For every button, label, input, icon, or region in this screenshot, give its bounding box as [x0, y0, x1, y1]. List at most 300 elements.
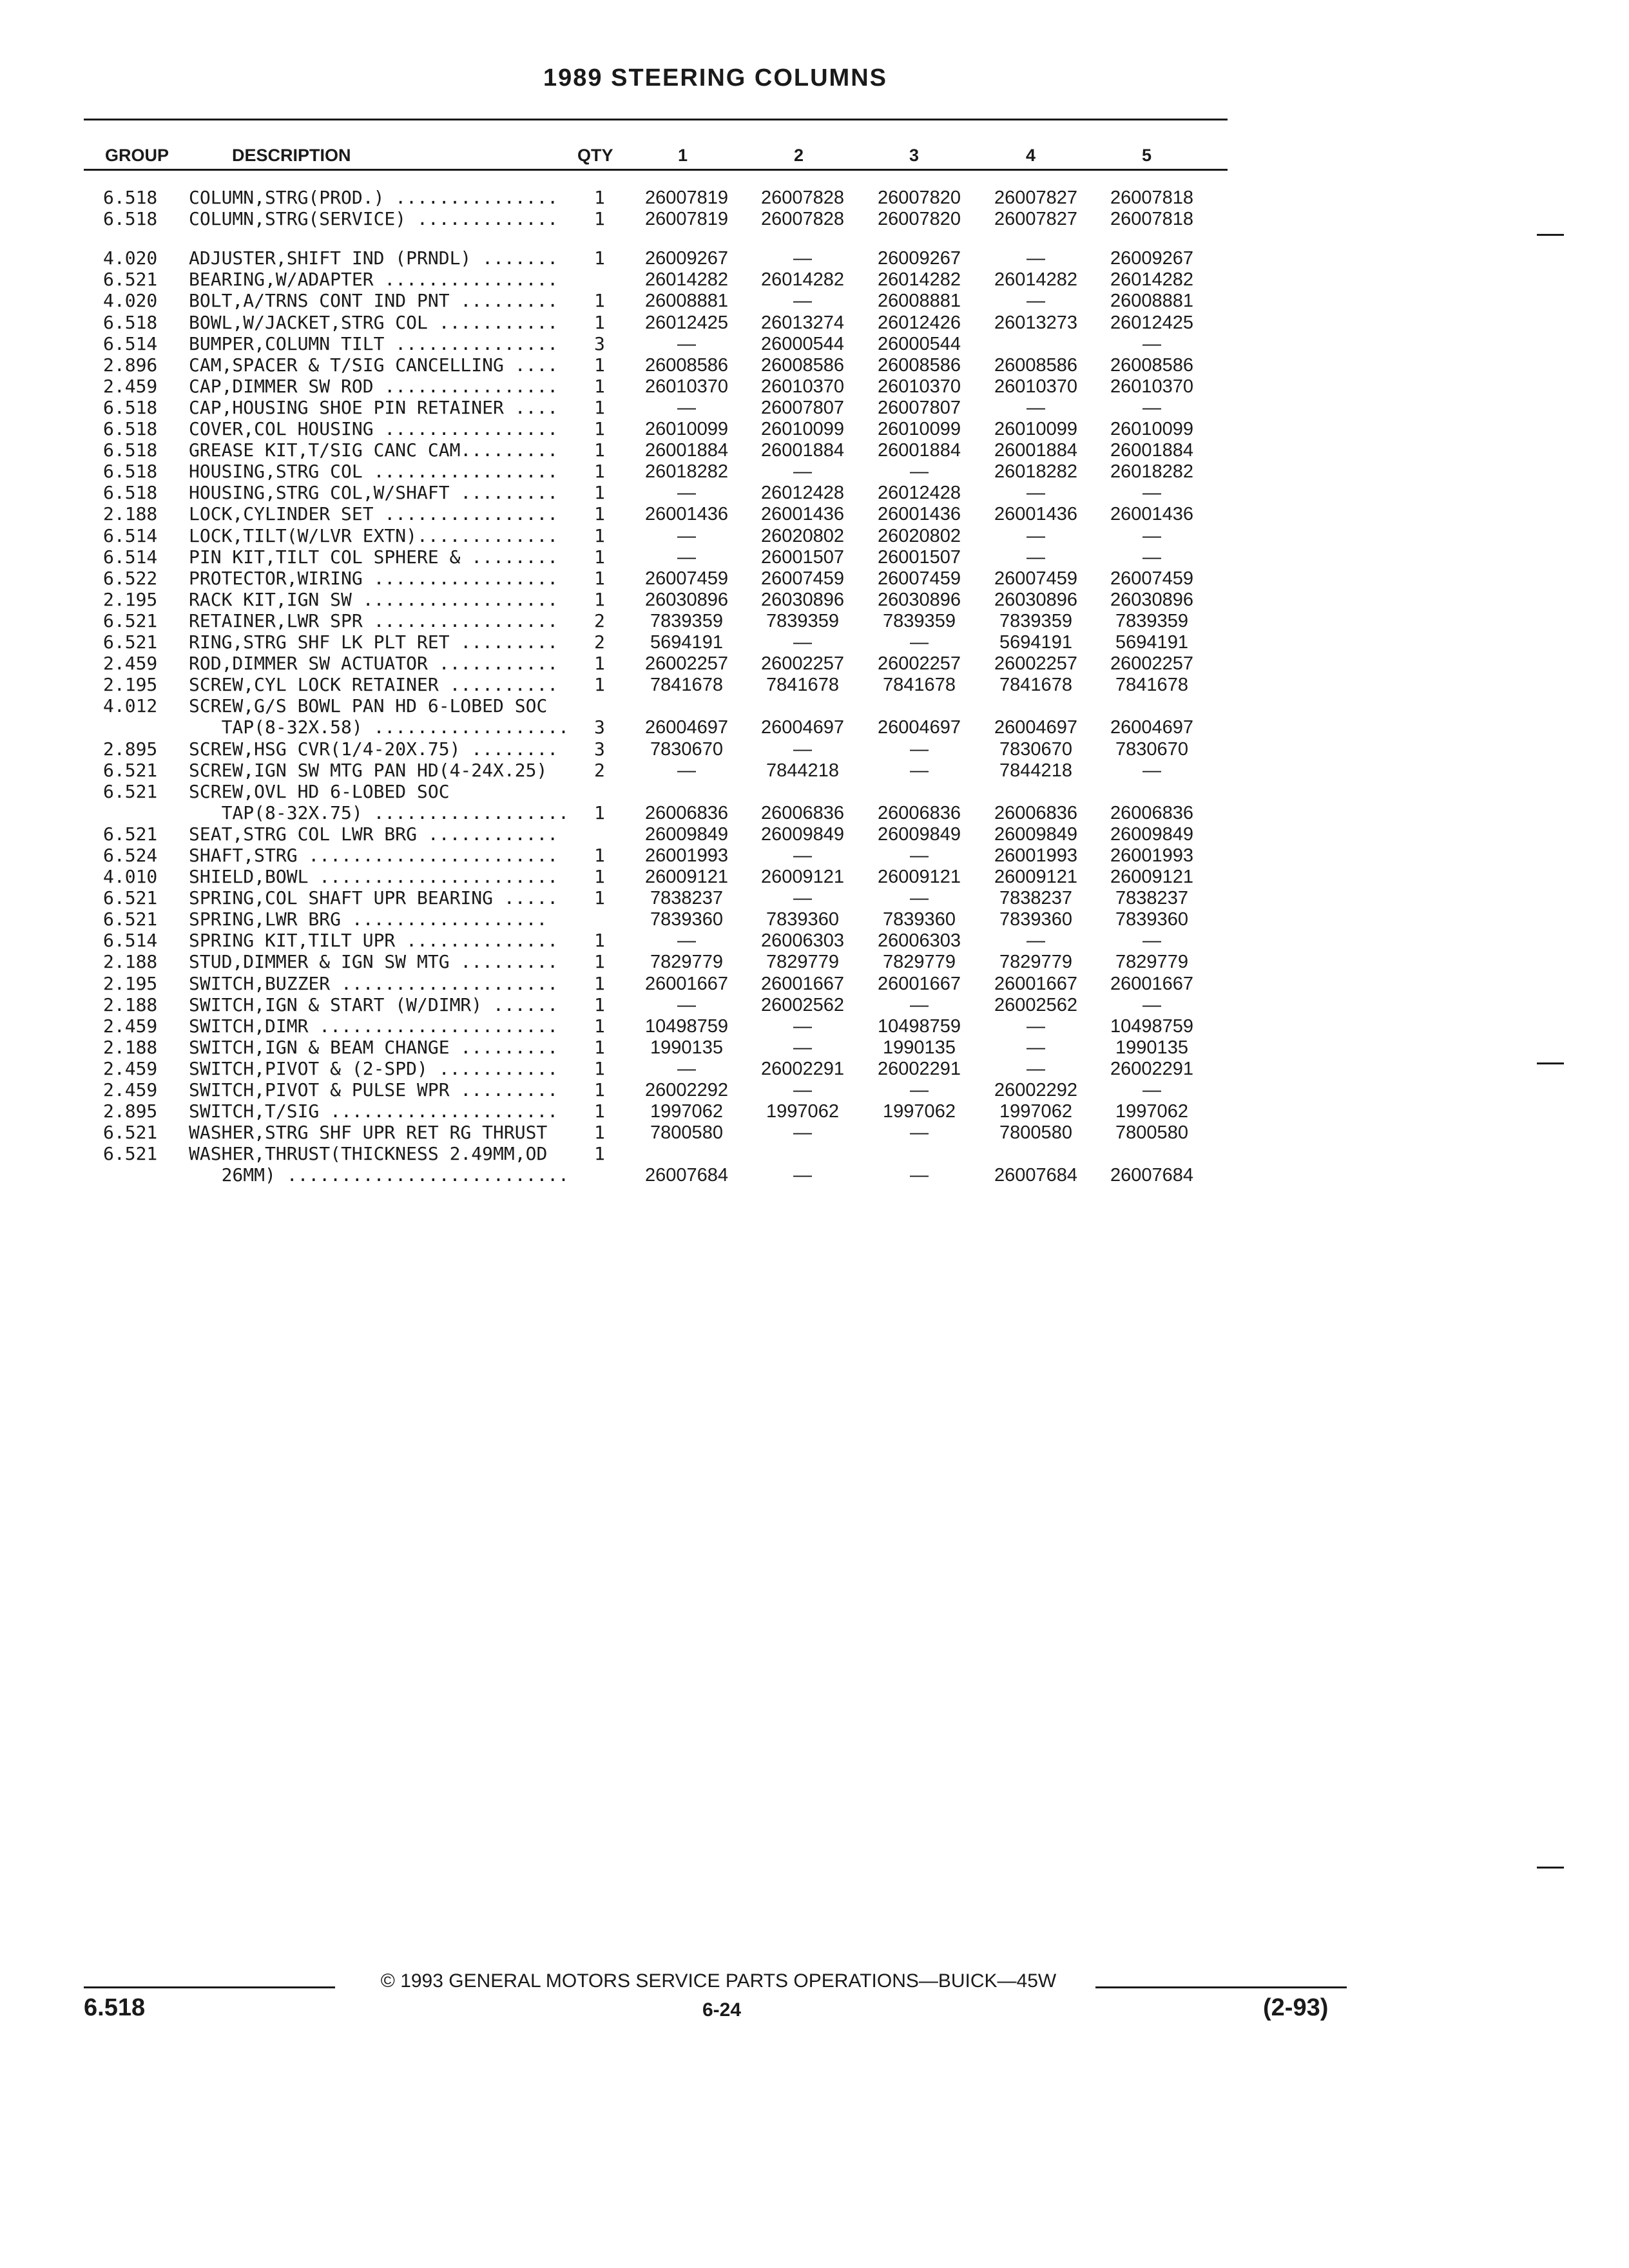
group-cell: 4.010 [103, 866, 158, 887]
part-number-col-5: 26012425 [1110, 312, 1194, 333]
part-number-col-1: 7839359 [650, 611, 723, 631]
description-cell: SEAT,STRG COL LWR BRG ............ [189, 823, 559, 845]
part-number-col-3: 7839360 [883, 909, 956, 930]
part-number-col-3: 26008586 [877, 355, 961, 376]
description-cell: HOUSING,STRG COL,W/SHAFT ......... [189, 482, 559, 503]
qty-cell: 1 [594, 397, 605, 418]
part-number-col-3: 26012426 [877, 312, 961, 333]
table-row [0, 631, 1629, 653]
table-row [0, 866, 1629, 888]
description-cell: BOLT,A/TRNS CONT IND PNT ......... [189, 290, 559, 311]
description-cell: SCREW,IGN SW MTG PAN HD(4-24X.25) [189, 760, 548, 781]
group-cell: 2.459 [103, 1015, 158, 1037]
part-number-col-5: 7841678 [1115, 675, 1188, 695]
group-cell: 2.895 [103, 738, 158, 760]
group-cell: 2.459 [103, 1079, 158, 1100]
table-row [0, 760, 1629, 782]
part-number-col-2: 26009849 [760, 824, 845, 845]
part-number-col-2: 26010099 [760, 419, 845, 439]
table-row [0, 312, 1629, 334]
part-number-col-5: 26030896 [1110, 590, 1194, 610]
qty-cell: 1 [594, 1015, 605, 1037]
footer-copyright: © 1993 GENERAL MOTORS SERVICE PARTS OPERATIONS—BUICK—45W [380, 1970, 1057, 1992]
qty-cell: 1 [594, 546, 605, 568]
part-number-col-2: — [793, 1037, 812, 1058]
group-cell: 6.514 [103, 333, 158, 354]
qty-cell: 1 [594, 439, 605, 461]
group-cell: 6.514 [103, 546, 158, 568]
part-number-col-5: 7839360 [1115, 909, 1188, 930]
part-number-col-5: 26009849 [1110, 824, 1194, 845]
description-cell: CAP,DIMMER SW ROD ................ [189, 376, 559, 397]
part-number-col-4: 26009849 [994, 824, 1078, 845]
margin-mark-2 [1537, 1062, 1564, 1064]
description-cell: SHAFT,STRG ....................... [189, 845, 559, 866]
group-cell: 4.012 [103, 695, 158, 716]
part-number-col-2: 26001667 [760, 974, 845, 994]
group-cell: 2.195 [103, 589, 158, 610]
group-cell: 2.188 [103, 1037, 158, 1058]
part-number-col-1: 10498759 [644, 1016, 729, 1037]
description-cell: SPRING KIT,TILT UPR .............. [189, 930, 559, 951]
description-cell: TAP(8-32X.75) .................. [189, 802, 570, 823]
part-number-col-1: 26002292 [644, 1080, 729, 1100]
table-row [0, 738, 1629, 760]
part-number-col-2: 26007828 [760, 187, 845, 208]
header-col-1: 1 [678, 146, 688, 165]
description-cell: SHIELD,BOWL ...................... [189, 866, 559, 887]
part-number-col-1: — [677, 547, 696, 568]
description-cell: RACK KIT,IGN SW .................. [189, 589, 559, 610]
group-cell: 6.521 [103, 1143, 158, 1164]
table-row [0, 908, 1629, 930]
part-number-col-3: 26001667 [877, 974, 961, 994]
part-number-col-4: 26006836 [994, 803, 1078, 823]
part-number-col-1: 1990135 [650, 1037, 723, 1058]
part-number-col-1: 26009267 [644, 248, 729, 269]
qty-cell: 1 [594, 482, 605, 503]
part-number-col-3: 7829779 [883, 952, 956, 972]
table-row [0, 354, 1629, 376]
part-number-col-3: 26002257 [877, 653, 961, 674]
part-number-col-3: 26020802 [877, 526, 961, 546]
part-number-col-2: 26001884 [760, 440, 845, 461]
footer-revision-date: (2-93) [1263, 1994, 1329, 2021]
part-number-col-4: 26001993 [994, 845, 1078, 866]
part-number-col-1: 26030896 [644, 590, 729, 610]
part-number-col-3: 26001436 [877, 504, 961, 524]
qty-cell: 1 [594, 845, 605, 866]
group-cell: 2.896 [103, 354, 158, 376]
table-row [0, 610, 1629, 632]
group-cell: 6.521 [103, 781, 158, 802]
qty-cell: 1 [594, 1122, 605, 1143]
table-row [0, 1122, 1629, 1144]
table-row [0, 1015, 1629, 1037]
table-row [0, 1164, 1629, 1186]
part-number-col-2: — [793, 291, 812, 311]
table-row [0, 461, 1629, 483]
description-cell: LOCK,CYLINDER SET ................ [189, 503, 559, 524]
part-number-col-5: — [1142, 547, 1161, 568]
description-cell: LOCK,TILT(W/LVR EXTN)............. [189, 525, 559, 546]
part-number-col-1: — [677, 760, 696, 781]
qty-cell: 1 [594, 1143, 605, 1164]
description-cell: GREASE KIT,T/SIG CANC CAM......... [189, 439, 559, 461]
table-row [0, 397, 1629, 419]
part-number-col-2: — [793, 1016, 812, 1037]
part-number-col-3: 26006836 [877, 803, 961, 823]
description-cell: STUD,DIMMER & IGN SW MTG ......... [189, 951, 559, 972]
table-row [0, 589, 1629, 611]
part-number-col-3: 26000544 [877, 334, 961, 354]
part-number-col-1: 7838237 [650, 888, 723, 908]
table-row [0, 716, 1629, 738]
table-row [0, 1058, 1629, 1080]
part-number-col-3: 7839359 [883, 611, 956, 631]
part-number-col-5: 5694191 [1115, 632, 1188, 653]
table-row [0, 568, 1629, 590]
part-number-col-3: 26012428 [877, 483, 961, 503]
qty-cell: 1 [594, 951, 605, 972]
part-number-col-2: 26007828 [760, 209, 845, 229]
group-cell: 2.459 [103, 1058, 158, 1079]
part-number-col-1: 26009121 [644, 867, 729, 887]
part-number-col-1: 26007819 [644, 209, 729, 229]
part-number-col-5: 26010099 [1110, 419, 1194, 439]
group-cell: 2.459 [103, 653, 158, 674]
table-row [0, 887, 1629, 909]
part-number-col-1: 26007459 [644, 568, 729, 589]
header-col-5: 5 [1142, 146, 1152, 165]
qty-cell: 1 [594, 187, 605, 208]
part-number-col-2: 26020802 [760, 526, 845, 546]
part-number-col-5: 26007818 [1110, 209, 1194, 229]
qty-cell: 1 [594, 354, 605, 376]
part-number-col-1: 7829779 [650, 952, 723, 972]
part-number-col-1: 26009849 [644, 824, 729, 845]
qty-cell: 2 [594, 760, 605, 781]
part-number-col-3: 26007820 [877, 209, 961, 229]
part-number-col-4: 26002257 [994, 653, 1078, 674]
group-cell: 6.521 [103, 631, 158, 653]
part-number-col-3: 26002291 [877, 1059, 961, 1079]
part-number-col-1: — [677, 334, 696, 354]
part-number-col-3: — [910, 1122, 929, 1143]
description-cell: WASHER,STRG SHF UPR RET RG THRUST [189, 1122, 548, 1143]
description-cell: SWITCH,PIVOT & PULSE WPR ......... [189, 1079, 559, 1100]
part-number-col-2: — [793, 888, 812, 908]
qty-cell: 3 [594, 333, 605, 354]
table-row [0, 290, 1629, 312]
part-number-col-3: 26009267 [877, 248, 961, 269]
table-row [0, 269, 1629, 291]
part-number-col-4: — [1027, 1059, 1045, 1079]
table-row [0, 247, 1629, 269]
qty-cell: 1 [594, 247, 605, 269]
part-number-col-4: 7800580 [999, 1122, 1072, 1143]
part-number-col-4: 26030896 [994, 590, 1078, 610]
footer-section-number: 6.518 [84, 1994, 146, 2021]
description-cell: SPRING,LWR BRG .................. [189, 908, 548, 930]
header-col-4: 4 [1026, 146, 1036, 165]
part-number-col-5: 26009267 [1110, 248, 1194, 269]
table-row [0, 973, 1629, 995]
part-number-col-5: 26010370 [1110, 376, 1194, 397]
part-number-col-4: 7841678 [999, 675, 1072, 695]
part-number-col-2: 7829779 [766, 952, 839, 972]
part-number-col-5: 26008881 [1110, 291, 1194, 311]
part-number-col-2: 26012428 [760, 483, 845, 503]
qty-cell: 1 [594, 376, 605, 397]
table-row [0, 802, 1629, 824]
description-cell: SCREW,HSG CVR(1/4-20X.75) ........ [189, 738, 559, 760]
group-cell: 2.459 [103, 376, 158, 397]
description-cell: ADJUSTER,SHIFT IND (PRNDL) ....... [189, 247, 559, 269]
qty-cell: 1 [594, 994, 605, 1015]
part-number-col-2: 26004697 [760, 717, 845, 738]
part-number-col-4: 26014282 [994, 269, 1078, 290]
qty-cell: 1 [594, 208, 605, 229]
description-cell: COVER,COL HOUSING ................ [189, 418, 559, 439]
part-number-col-4: 5694191 [999, 632, 1072, 653]
part-number-col-2: 26008586 [760, 355, 845, 376]
part-number-col-3: 26030896 [877, 590, 961, 610]
part-number-col-5: 10498759 [1110, 1016, 1194, 1037]
qty-cell: 1 [594, 674, 605, 695]
table-row [0, 525, 1629, 547]
part-number-col-5: 26007459 [1110, 568, 1194, 589]
table-row [0, 695, 1629, 717]
part-number-col-1: 5694191 [650, 632, 723, 653]
part-number-col-2: 26006836 [760, 803, 845, 823]
qty-cell: 1 [594, 589, 605, 610]
part-number-col-4: 26007684 [994, 1165, 1078, 1186]
group-cell: 2.895 [103, 1100, 158, 1122]
part-number-col-4: — [1027, 1037, 1045, 1058]
table-row [0, 376, 1629, 398]
part-number-col-5: 7829779 [1115, 952, 1188, 972]
part-number-col-3: — [910, 995, 929, 1015]
description-cell: SWITCH,DIMR ...................... [189, 1015, 559, 1037]
part-number-col-2: 1997062 [766, 1101, 839, 1122]
part-number-col-3: 26007820 [877, 187, 961, 208]
part-number-col-1: 26008586 [644, 355, 729, 376]
part-number-col-4: 26001884 [994, 440, 1078, 461]
part-number-col-5: — [1142, 398, 1161, 418]
table-row [0, 653, 1629, 675]
part-number-col-4: 26004697 [994, 717, 1078, 738]
qty-cell: 3 [594, 716, 605, 738]
part-number-col-5: 26007818 [1110, 187, 1194, 208]
part-number-col-3: 26014282 [877, 269, 961, 290]
part-number-col-2: — [793, 1165, 812, 1186]
part-number-col-5: 26001667 [1110, 974, 1194, 994]
group-cell: 6.518 [103, 439, 158, 461]
part-number-col-5: 26001884 [1110, 440, 1194, 461]
part-number-col-4: 7830670 [999, 739, 1072, 760]
part-number-col-3: — [910, 845, 929, 866]
part-number-col-4: — [1027, 526, 1045, 546]
qty-cell: 1 [594, 930, 605, 951]
part-number-col-2: 7839359 [766, 611, 839, 631]
part-number-col-1: 7830670 [650, 739, 723, 760]
page-title: 1989 STEERING COLUMNS [543, 64, 887, 91]
part-number-col-3: 26006303 [877, 930, 961, 951]
table-row [0, 845, 1629, 867]
part-number-col-1: — [677, 930, 696, 951]
part-number-col-3: 26007459 [877, 568, 961, 589]
description-cell: SWITCH,IGN & BEAM CHANGE ......... [189, 1037, 559, 1058]
part-number-col-1: 26001993 [644, 845, 729, 866]
part-number-col-2: — [793, 1080, 812, 1100]
part-number-col-2: 26000544 [760, 334, 845, 354]
group-cell: 6.514 [103, 930, 158, 951]
part-number-col-4: — [1027, 291, 1045, 311]
qty-cell: 1 [594, 1037, 605, 1058]
part-number-col-2: — [793, 248, 812, 269]
header-group: GROUP [105, 146, 169, 165]
part-number-col-5: 1990135 [1115, 1037, 1188, 1058]
part-number-col-1: 26001667 [644, 974, 729, 994]
part-number-col-4: 26007827 [994, 209, 1078, 229]
table-row [0, 439, 1629, 461]
description-cell: RETAINER,LWR SPR ................. [189, 610, 559, 631]
part-number-col-1: 26002257 [644, 653, 729, 674]
part-number-col-4: 7829779 [999, 952, 1072, 972]
group-cell: 6.521 [103, 760, 158, 781]
part-number-col-2: 26014282 [760, 269, 845, 290]
table-row [0, 546, 1629, 568]
part-number-col-4: — [1027, 398, 1045, 418]
qty-cell: 3 [594, 738, 605, 760]
table-row [0, 208, 1629, 230]
qty-cell: 2 [594, 610, 605, 631]
footer-rule-left [84, 1986, 335, 1988]
part-number-col-5: 26001436 [1110, 504, 1194, 524]
part-number-col-5: — [1142, 930, 1161, 951]
part-number-col-4: 26018282 [994, 461, 1078, 482]
part-number-col-5: 7800580 [1115, 1122, 1188, 1143]
part-number-col-2: 26001507 [760, 547, 845, 568]
part-number-col-5: 1997062 [1115, 1101, 1188, 1122]
part-number-col-5: 26001993 [1110, 845, 1194, 866]
qty-cell: 1 [594, 290, 605, 311]
qty-cell: 1 [594, 653, 605, 674]
margin-mark-1 [1537, 234, 1564, 236]
table-row [0, 1079, 1629, 1101]
part-number-col-5: 26018282 [1110, 461, 1194, 482]
group-cell: 2.188 [103, 951, 158, 972]
group-cell: 6.521 [103, 908, 158, 930]
group-cell: 4.020 [103, 290, 158, 311]
part-number-col-1: 26001884 [644, 440, 729, 461]
part-number-col-4: 26007459 [994, 568, 1078, 589]
part-number-col-2: — [793, 1122, 812, 1143]
description-cell: BOWL,W/JACKET,STRG COL ........... [189, 312, 559, 333]
qty-cell: 1 [594, 1100, 605, 1122]
part-number-col-2: 26006303 [760, 930, 845, 951]
group-cell: 6.522 [103, 568, 158, 589]
part-number-col-4: 7839360 [999, 909, 1072, 930]
part-number-col-1: 26010370 [644, 376, 729, 397]
group-cell: 2.188 [103, 503, 158, 524]
header-qty: QTY [577, 146, 613, 165]
part-number-col-2: 26002291 [760, 1059, 845, 1079]
group-cell: 6.524 [103, 845, 158, 866]
part-number-col-4: 26008586 [994, 355, 1078, 376]
part-number-col-4: 26010370 [994, 376, 1078, 397]
footer-page-number: 6-24 [702, 1999, 742, 2021]
part-number-col-5: 26002291 [1110, 1059, 1194, 1079]
part-number-col-5: 26002257 [1110, 653, 1194, 674]
part-number-col-4: 26002292 [994, 1080, 1078, 1100]
part-number-col-2: — [793, 461, 812, 482]
part-number-col-1: 26006836 [644, 803, 729, 823]
part-number-col-2: 7841678 [766, 675, 839, 695]
part-number-col-1: 26007684 [644, 1165, 729, 1186]
part-number-col-1: — [677, 483, 696, 503]
part-number-col-4: 26007827 [994, 187, 1078, 208]
part-number-col-4: — [1027, 547, 1045, 568]
part-number-col-5: — [1142, 995, 1161, 1015]
part-number-col-5: — [1142, 1080, 1161, 1100]
part-number-col-4: 26009121 [994, 867, 1078, 887]
part-number-col-1: 26012425 [644, 312, 729, 333]
part-number-col-5: 26008586 [1110, 355, 1194, 376]
table-row [0, 187, 1629, 209]
header-col-3: 3 [909, 146, 920, 165]
table-row [0, 674, 1629, 696]
part-number-col-2: 26009121 [760, 867, 845, 887]
group-cell: 6.521 [103, 887, 158, 908]
description-cell: CAP,HOUSING SHOE PIN RETAINER .... [189, 397, 559, 418]
header-col-2: 2 [794, 146, 804, 165]
part-number-col-4: — [1027, 248, 1045, 269]
part-number-col-3: 26008881 [877, 291, 961, 311]
description-cell: PROTECTOR,WIRING ................. [189, 568, 559, 589]
part-number-col-4: — [1027, 930, 1045, 951]
group-cell: 6.518 [103, 312, 158, 333]
table-row [0, 951, 1629, 973]
group-cell: 6.521 [103, 823, 158, 845]
group-cell: 6.518 [103, 397, 158, 418]
description-cell: SWITCH,BUZZER .................... [189, 973, 559, 994]
part-number-col-1: — [677, 526, 696, 546]
qty-cell: 1 [594, 802, 605, 823]
description-cell: SWITCH,IGN & START (W/DIMR) ...... [189, 994, 559, 1015]
part-number-col-2: 26007807 [760, 398, 845, 418]
part-number-col-5: 7838237 [1115, 888, 1188, 908]
table-row [0, 823, 1629, 845]
group-cell: 6.521 [103, 1122, 158, 1143]
part-number-col-2: — [793, 632, 812, 653]
part-number-col-3: — [910, 760, 929, 781]
table-row [0, 930, 1629, 952]
part-number-col-2: — [793, 845, 812, 866]
table-row [0, 781, 1629, 803]
qty-cell: 1 [594, 525, 605, 546]
part-number-col-3: 26007807 [877, 398, 961, 418]
part-number-col-1: 26010099 [644, 419, 729, 439]
description-cell: ROD,DIMMER SW ACTUATOR ........... [189, 653, 559, 674]
group-cell: 6.521 [103, 269, 158, 290]
description-cell: BUMPER,COLUMN TILT ............... [189, 333, 559, 354]
group-cell: 6.514 [103, 525, 158, 546]
header-description: DESCRIPTION [232, 146, 351, 165]
part-number-col-5: 26007684 [1110, 1165, 1194, 1186]
part-number-col-3: — [910, 739, 929, 760]
